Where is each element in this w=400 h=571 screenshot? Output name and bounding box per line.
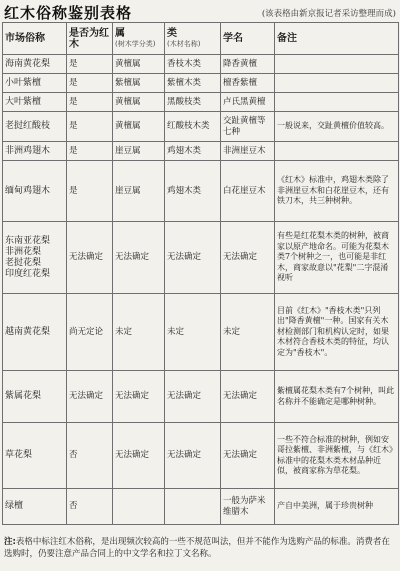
table-row (3, 74, 399, 93)
table-row (3, 294, 399, 371)
column-header (221, 23, 275, 55)
category-cell: 鸡翅木类 (165, 142, 221, 161)
scientific-name-cell: 卢氏黑黄檀 (221, 93, 275, 112)
category-cell: 无法确定 (165, 222, 221, 294)
header (0, 0, 400, 22)
column-header (165, 23, 221, 55)
column-header (113, 23, 165, 55)
scientific-name-cell: 无法确定 (221, 371, 275, 423)
category-cell: 无法确定 (165, 371, 221, 423)
genus-cell: 无法确定 (113, 423, 165, 489)
note-cell: 《红木》标准中，鸡翅木类除了非洲崖豆木和白花崖豆木，还有铁刀木，共三种树种。 (275, 161, 399, 222)
note-cell: 紫檀属花梨木类有7个树种，叫此名称并不能确定是哪种树种。 (275, 371, 399, 423)
category-cell: 鸡翅木类 (165, 161, 221, 222)
column-header-label: 学名 (223, 33, 243, 44)
note-cell: 产自中美洲，属于珍贵树种 (275, 489, 399, 525)
scientific-name-cell: 非洲崖豆木 (221, 142, 275, 161)
market-name-cell: 紫属花梨 (3, 371, 67, 423)
genus-cell: 崖豆属 (113, 142, 165, 161)
column-header (275, 23, 399, 55)
is-redwood-cell: 否 (67, 489, 113, 525)
note-cell: 一些不符合标准的树种，例如安哥拉紫檀、非洲紫檀，与《红木》标准中的花梨木类木材品种近似，被商家称为草花梨。 (275, 423, 399, 489)
market-name-cell: 东南亚花梨 非洲花梨 老挝花梨 印度红花梨 (3, 222, 67, 294)
is-redwood-cell: 是 (67, 74, 113, 93)
is-redwood-cell: 是 (67, 142, 113, 161)
table-row (3, 112, 399, 142)
table-row (3, 55, 399, 74)
table-row (3, 423, 399, 489)
scientific-name-cell: 白花崖豆木 (221, 161, 275, 222)
category-cell: 香枝木类 (165, 55, 221, 74)
note-cell (275, 55, 399, 74)
genus-cell: 无法确定 (113, 371, 165, 423)
note-cell: 有些是红花梨木类的树种，被商家以原产地命名。可能为花梨木类7个树种之一，也可能是非红木，商家故意以"花梨"二字混淆视听 (275, 222, 399, 294)
table-row (3, 93, 399, 112)
table-row (3, 142, 399, 161)
scientific-name-cell: 一般为萨米维腊木 (221, 489, 275, 525)
scientific-name-cell: 交趾黄檀等七种 (221, 112, 275, 142)
is-redwood-cell: 是 (67, 112, 113, 142)
scientific-name-cell: 降香黄檀 (221, 55, 275, 74)
is-redwood-cell: 是 (67, 93, 113, 112)
category-cell: 红酸枝木类 (165, 112, 221, 142)
column-header-sub: (木材名称) (167, 39, 201, 48)
market-name-cell: 缅甸鸡翅木 (3, 161, 67, 222)
is-redwood-cell: 否 (67, 423, 113, 489)
market-name-cell: 海南黄花梨 (3, 55, 67, 74)
market-name-cell: 越南黄花梨 (3, 294, 67, 371)
market-name-cell: 大叶紫檀 (3, 93, 67, 112)
note-cell (275, 74, 399, 93)
column-header (67, 23, 113, 55)
column-header-label: 市场俗称 (5, 33, 45, 44)
genus-cell: 无法确定 (113, 222, 165, 294)
is-redwood-cell: 无法确定 (67, 371, 113, 423)
column-header (3, 23, 67, 55)
genus-cell: 黄檀属 (113, 93, 165, 112)
column-header-label: 是否为红木 (69, 27, 109, 50)
market-name-cell: 小叶紫檀 (3, 74, 67, 93)
market-name-cell: 老挝红酸枝 (3, 112, 67, 142)
is-redwood-cell: 尚无定论 (67, 294, 113, 371)
footnote-lead: 注: (4, 537, 16, 547)
market-name-cell: 非洲鸡翅木 (3, 142, 67, 161)
column-header-label: 备注 (277, 33, 297, 44)
category-cell: 未定 (165, 294, 221, 371)
identification-table (2, 22, 399, 525)
scientific-name-cell: 无法确定 (221, 423, 275, 489)
genus-cell: 黄檀属 (113, 55, 165, 74)
market-name-cell: 草花梨 (3, 423, 67, 489)
note-cell (275, 142, 399, 161)
genus-cell: 黄檀属 (113, 112, 165, 142)
footnote (4, 536, 396, 560)
page-title: 红木俗称鉴别表格 (4, 4, 133, 22)
column-header-label: 类 (167, 27, 177, 39)
is-redwood-cell: 无法确定 (67, 222, 113, 294)
table-row (3, 222, 399, 294)
column-header-label: 属 (115, 27, 125, 39)
market-name-cell: 绿檀 (3, 489, 67, 525)
category-cell: 无法确定 (165, 423, 221, 489)
is-redwood-cell: 是 (67, 161, 113, 222)
genus-cell: 未定 (113, 294, 165, 371)
note-cell: 目前《红木》"香枝木类"只列出"降香黄檀"一种。国家有关木材检测部门和机构认定时，如果木材符合香枝木类的特征，均认定为"香枝木"。 (275, 294, 399, 371)
note-cell: 一般说来，交趾黄檀价值较高。 (275, 112, 399, 142)
genus-cell: 崖豆属 (113, 161, 165, 222)
table-header (3, 23, 399, 55)
category-cell (165, 489, 221, 525)
scientific-name-cell: 未定 (221, 294, 275, 371)
table-row (3, 161, 399, 222)
table-body (3, 55, 399, 525)
table-row (3, 371, 399, 423)
column-header-sub: (树木学分类) (115, 39, 156, 48)
note-cell (275, 93, 399, 112)
footnote-text: 表格中标注红木俗称，是出现频次较高的一些不规范叫法，但并不能作为选购产品的标准。消费者在选购时，仍要注意产品合同上的中文学名和拉丁文名称。 (4, 537, 390, 559)
genus-cell (113, 489, 165, 525)
is-redwood-cell: 是 (67, 55, 113, 74)
category-cell: 黑酸枝类 (165, 93, 221, 112)
source-note: (该表格由新京报记者采访整理而成) (261, 9, 396, 19)
genus-cell: 紫檀属 (113, 74, 165, 93)
header-row (3, 23, 399, 55)
category-cell: 紫檀木类 (165, 74, 221, 93)
scientific-name-cell: 檀香紫檀 (221, 74, 275, 93)
table-row (3, 489, 399, 525)
scientific-name-cell: 无法确定 (221, 222, 275, 294)
